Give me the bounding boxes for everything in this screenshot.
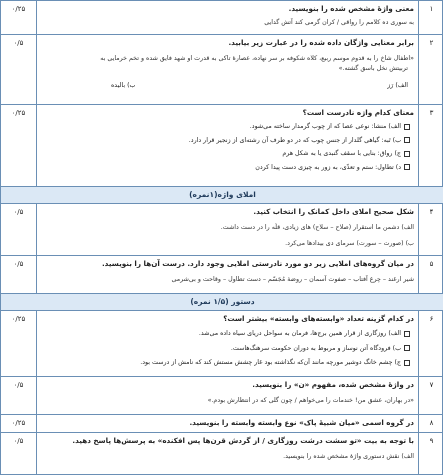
option-b[interactable]: ب) تَبه: گیاهی گلدار از جنس چوب که در دو طرف آن رشته‌ای از زنجیر قرار دارد. xyxy=(41,136,414,146)
question-row xyxy=(1,432,443,475)
question-number: ۹ xyxy=(418,433,443,475)
question-text: در کدام گزینه تعداد «وابسته‌های وابسته» بیشتر است؟ xyxy=(223,314,414,323)
section-header: املای واژه(۱نمره) xyxy=(1,186,443,203)
question-score: ۰/۲۵ xyxy=(1,415,37,432)
option-b[interactable]: ب) فرودگاه آتن نوساز و مربوط به دوران حکومت سرهنگ‌هاست. xyxy=(41,344,414,354)
question-number: ۱ xyxy=(418,1,443,34)
option-a[interactable]: الف) منشا: نوعی عصا که از چوب گرمدار ساخته می‌شود. xyxy=(41,122,414,132)
question-score: ۰/۲۵ xyxy=(1,1,37,34)
checkbox-icon[interactable] xyxy=(404,151,410,157)
question-score: ۰/۵ xyxy=(1,377,37,414)
option-c[interactable]: ج) رواق: بنایی با سقف گنبدی یا به شکل هرم xyxy=(41,149,414,159)
question-score: ۰/۵ xyxy=(1,256,37,293)
question-score: ۰/۵ xyxy=(1,433,37,475)
question-line: تربیتش نخل باسق گشته.» xyxy=(338,64,408,72)
question-number: ۸ xyxy=(418,415,443,432)
question-row xyxy=(1,104,443,186)
question-text: در گروه اسمی «میان شبیهٔ پاک» نوع وابسته وابسته را بنویسید. xyxy=(189,418,414,427)
question-score: ۰/۵ xyxy=(1,35,37,104)
question-number: ۷ xyxy=(418,377,443,414)
checkbox-icon[interactable] xyxy=(404,137,410,143)
option-d[interactable]: د) تطاول: ستم و تعدّی، به زور به چیزی دست پیدا کردن xyxy=(41,163,414,173)
question-score: ۰/۵ xyxy=(1,204,37,255)
section-header: دستور (۱/۵ نمره) xyxy=(1,293,443,310)
question-line: به سوری ده کلامم را رواقی / کران گرمی کند آتش گدایی xyxy=(264,19,414,26)
checkbox-icon[interactable] xyxy=(404,124,410,130)
question-row xyxy=(1,376,443,414)
question-row xyxy=(1,414,443,432)
question-text: در واژهٔ مشخص شده، مفهوم «ن» را بنویسید. xyxy=(252,380,414,389)
question-text: معنی واژهٔ مشخص شده را بنویسید. xyxy=(288,4,414,13)
option-a[interactable]: الف) روزگاری از قرار همین برج‌ها، فرمان به سواحل دریای سیاه داده می‌شد. xyxy=(41,329,414,339)
question-text: برابر معنایی واژگان داده شده را در عبارت زیر بیابید. xyxy=(228,38,414,47)
question-line: «در بهاران، عشق من! خندمات را می‌خواهم / چون گلی که در انتظارش بودم.» xyxy=(207,397,414,404)
checkbox-icon[interactable] xyxy=(404,360,410,366)
question-line: الف) نقش دستوری واژهٔ مشخص شده را بنویسید. xyxy=(283,453,414,460)
question-number: ۲ xyxy=(418,35,443,104)
question-number: ۶ xyxy=(418,311,443,376)
question-line: شیر ارغند – چرغ آفتاب – صفوت آسمان – روضهٔ مُجَسّم – دست تطاول – وقاحت و بی‌شرمی xyxy=(171,276,414,283)
question-row xyxy=(1,203,443,255)
question-score: ۰/۲۵ xyxy=(1,105,37,186)
question-line: ب) (صورت – سورت) سرمای دی بیداد‌ها می‌کرد. xyxy=(285,239,414,247)
question-text: با توجه به بیت «تو سشت درشت روزگاری / از گردش قرن‌ها پس افکنده» به پرسش‌ها پاسخ دهید. xyxy=(72,436,414,445)
checkbox-icon[interactable] xyxy=(404,164,410,170)
checkbox-icon[interactable] xyxy=(404,331,410,337)
question-score: ۰/۲۵ xyxy=(1,311,37,376)
option-c[interactable]: ج) چشم خانگ دوشیر مورچه مانند آن‌که نگذاشته بود غار چشش مستش کند که نامش از درست بود. xyxy=(41,358,414,368)
question-number: ۵ xyxy=(418,256,443,293)
question-text: در میان گروه‌های املایی زیر دو مورد نادرستی املایی وجود دارد. درست آن‌ها را بنویسید. xyxy=(101,259,414,268)
question-number: ۳ xyxy=(418,105,443,186)
checkbox-icon[interactable] xyxy=(404,345,410,351)
question-line: «اطفال شاخ را به قدوم موسم ربیع، کلاه شکوفه بر سر نهاده، عصارهٔ تاکی به قدرت او شهد فایق شده و تخم خرمایی به xyxy=(100,55,414,62)
question-line: الف) دشمن ما استقرار (صلاح – سلاح) های زیادی، قلّه را در دست داشت. xyxy=(220,224,414,231)
question-text: شکل صحیح املای داخل کمانک را انتخاب کنید. xyxy=(253,207,414,216)
question-row xyxy=(1,255,443,293)
answer-label-b: ب) بالیده xyxy=(111,82,136,89)
question-row xyxy=(1,0,443,34)
question-number: ۴ xyxy=(418,204,443,255)
question-text: معنای کدام واژه نادرست است؟ xyxy=(302,108,414,117)
question-row xyxy=(1,310,443,376)
answer-label-a: الف) رَز xyxy=(387,82,408,89)
question-row xyxy=(1,34,443,104)
